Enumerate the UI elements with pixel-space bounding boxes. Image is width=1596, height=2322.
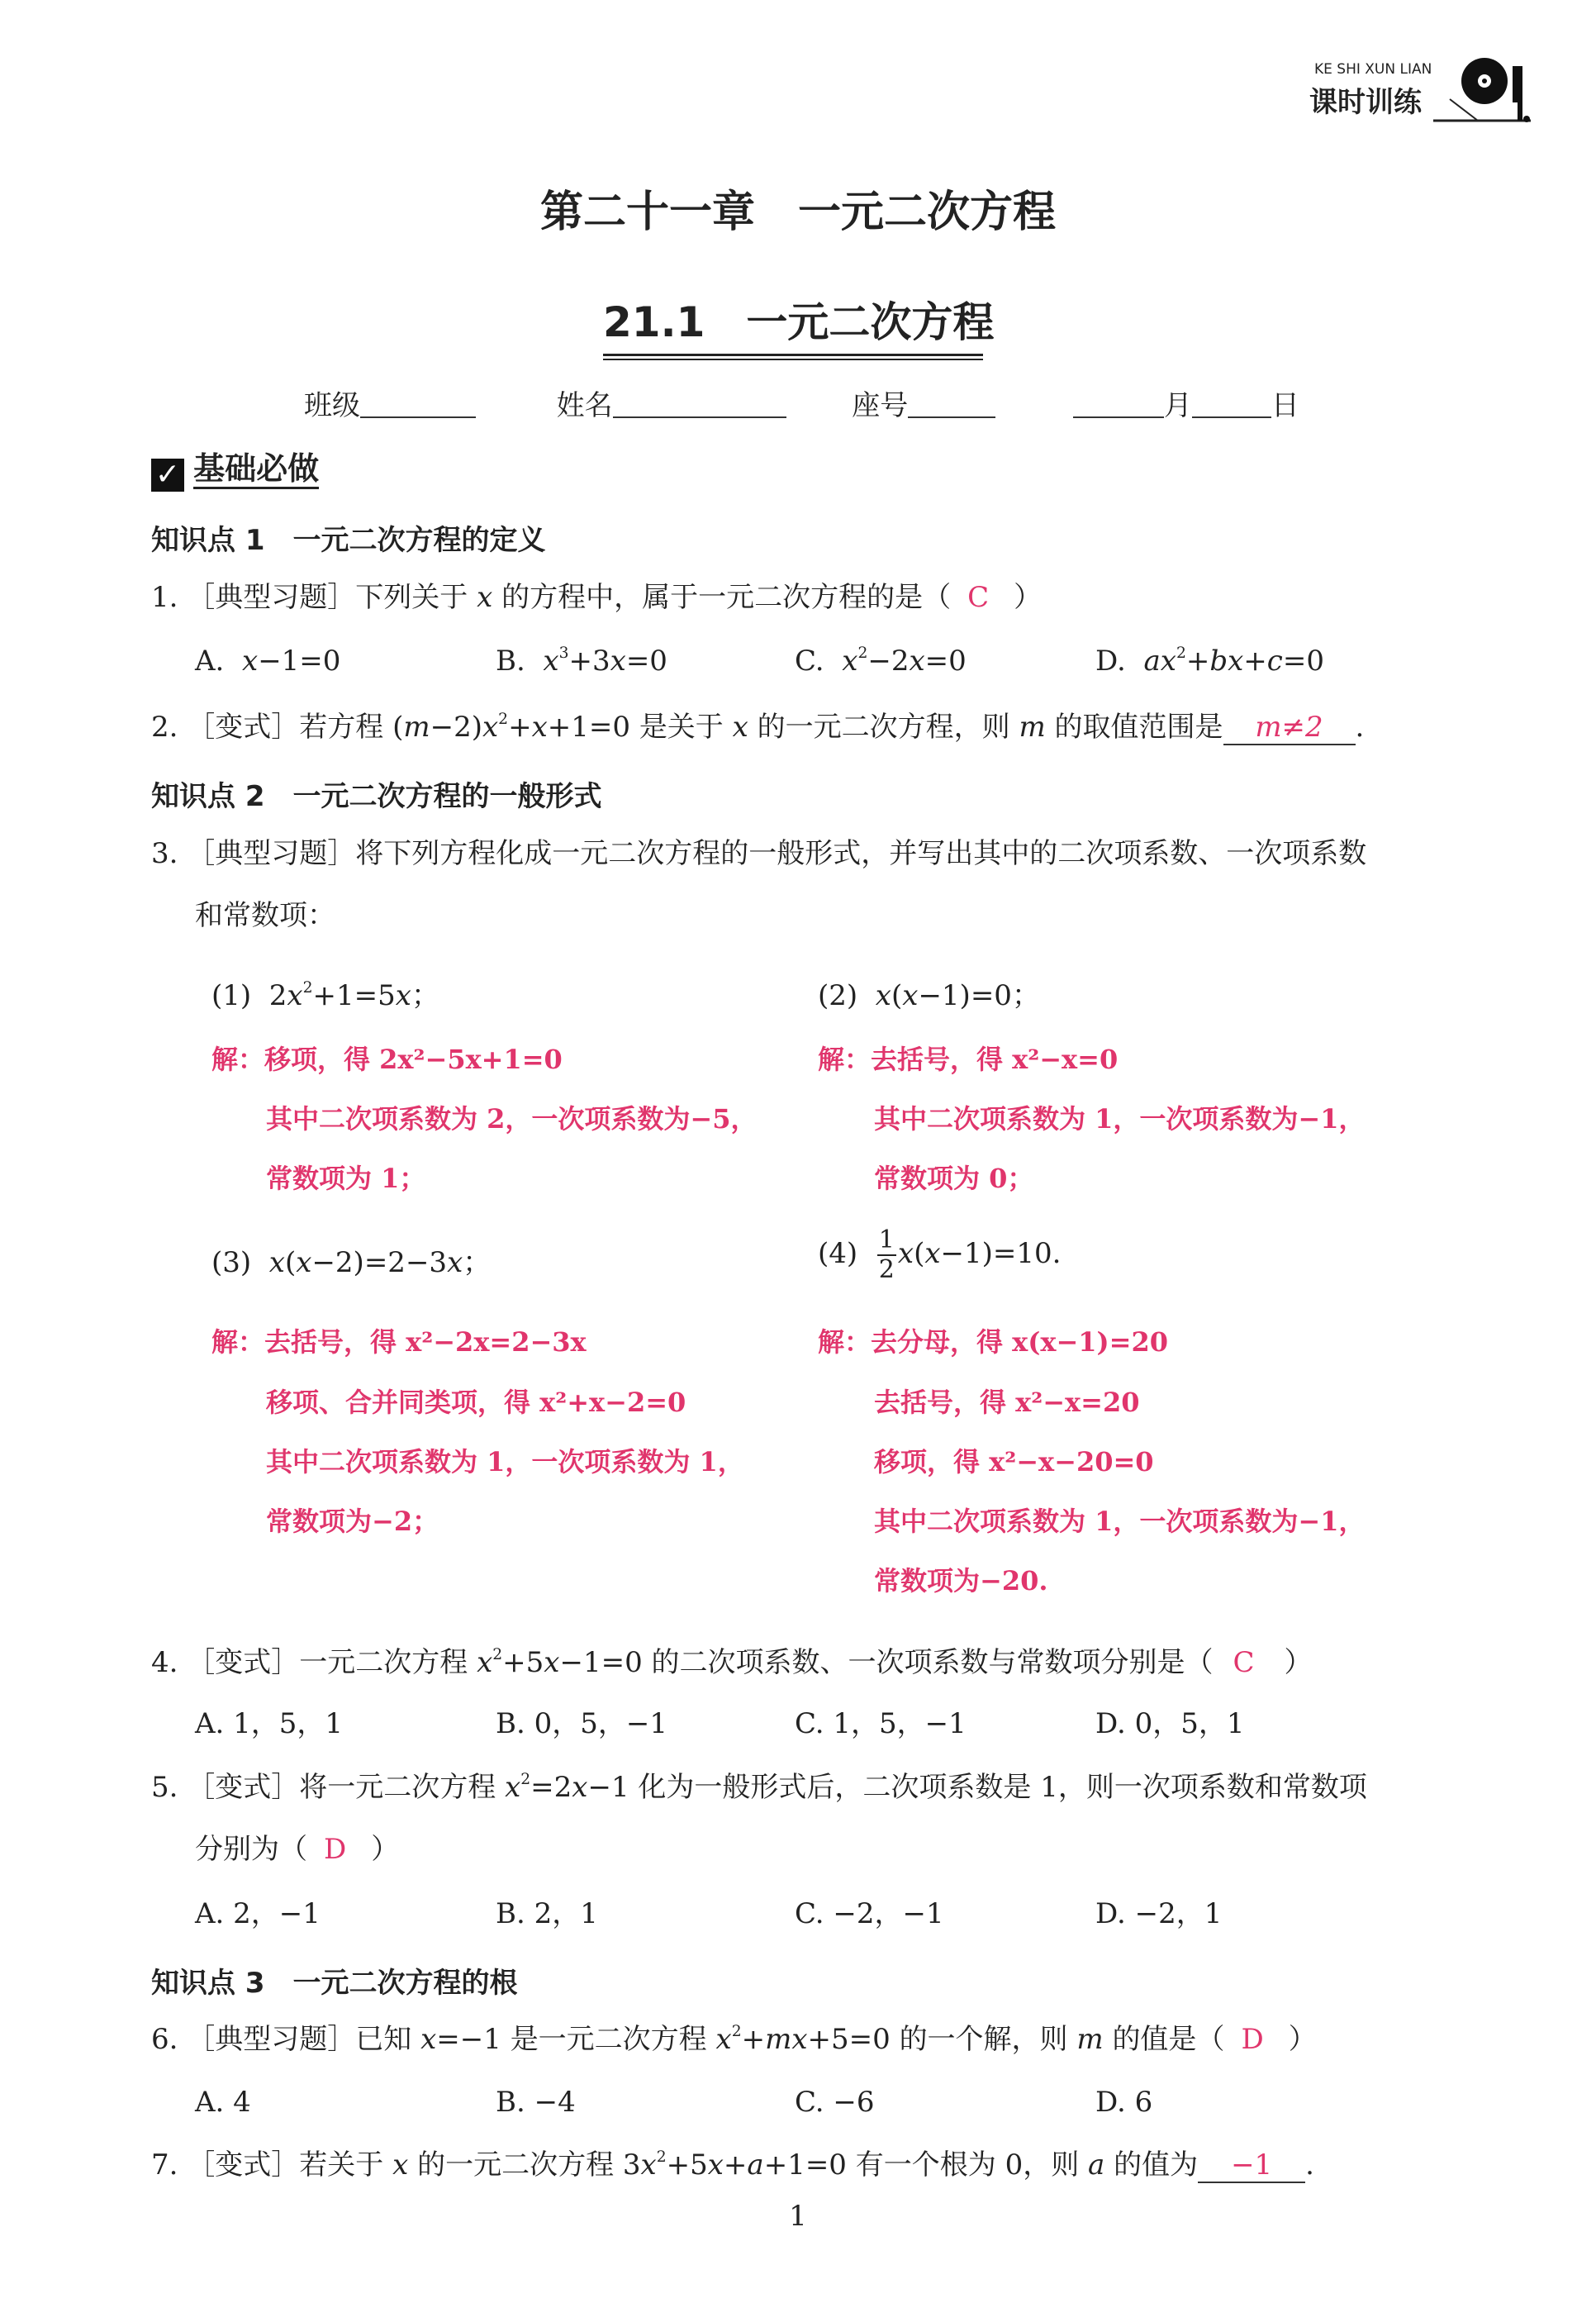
q2-text-b: 是关于 — [639, 711, 724, 744]
q3-solution-4-line5: 常数项为−20. — [874, 1565, 1048, 1596]
q5-close: ） — [371, 1833, 400, 1866]
q2-text-a: 若方程 — [299, 711, 384, 744]
brand-chinese: 课时训练 — [1309, 86, 1422, 119]
checkbox-icon: ✓ — [151, 459, 184, 492]
q3-solution-2-line3: 常数项为 0； — [874, 1163, 1034, 1194]
basics-title: 基础必做 — [193, 450, 319, 489]
q5-number: 5. — [151, 1771, 178, 1804]
q2-text-c: 的一元二次方程，则 — [757, 711, 1010, 744]
q7-number: 7. — [151, 2148, 178, 2182]
q6-tag: ［典型习题］ — [187, 2023, 356, 2056]
q2-end: . — [1355, 711, 1365, 744]
q3-tag: ［典型习题］ — [187, 837, 356, 870]
page-number: 1 — [789, 2200, 807, 2233]
q7-answer[interactable]: −1 — [1198, 2148, 1305, 2183]
q6-text-d: 的值是（ — [1112, 2023, 1225, 2056]
header-brand — [1309, 61, 1432, 120]
class-label: 班级 — [304, 389, 360, 422]
q6-option-d[interactable]: D. 6 — [1095, 2086, 1153, 2119]
question-7: 7. ［变式］若关于 x 的一元二次方程 $3x^2+5x+a+1=0$ 有一个根为 0，则 a 的值为 −1 . — [151, 2148, 1314, 2182]
question-1: 1. ［典型习题］下列关于 x 的方程中，属于一元二次方程的是（ C ） — [151, 581, 1043, 614]
q3-solution-1-line3: 常数项为 1； — [266, 1163, 426, 1194]
q4-text-b: 的二次项系数、一次项系数与常数项分别是（ — [651, 1646, 1214, 1679]
q3-solution-2-line2: 其中二次项系数为 1，一次项系数为−1， — [874, 1103, 1366, 1135]
q4-option-d[interactable]: D. 0，5，1 — [1095, 1707, 1245, 1740]
q4-option-b[interactable]: B. 0，5，−1 — [496, 1707, 667, 1740]
q4-close: ） — [1284, 1646, 1313, 1679]
record-player-icon — [1433, 50, 1532, 124]
q6-text-a: 已知 — [355, 2023, 412, 2056]
q7-tag: ［变式］ — [187, 2148, 300, 2182]
q3-solution-4-line2: 去括号，得 x²−x=20 — [874, 1387, 1140, 1418]
q3-solution-3-line4: 常数项为−2； — [266, 1506, 439, 1537]
q2-answer[interactable]: m≠2 — [1223, 711, 1356, 745]
seat-field[interactable] — [908, 388, 995, 418]
q5-line2 — [195, 1833, 399, 1866]
q6-option-c[interactable]: C. −6 — [795, 2086, 875, 2119]
q3-part-4: (4) $\frac{1}{2}$ x(x−1)=10. — [818, 1225, 1062, 1284]
q5-option-b[interactable]: B. 2，1 — [496, 1897, 598, 1930]
q3-part-2: (2) x(x−1)=0； — [818, 979, 1040, 1012]
knowledge-point-1: 知识点 1 一元二次方程的定义 — [151, 524, 546, 557]
q6-number: 6. — [151, 2023, 178, 2056]
q3-solution-3-line3: 其中二次项系数为 1，一次项系数为 1， — [266, 1446, 744, 1477]
question-3 — [151, 837, 1366, 870]
q3-number: 3. — [151, 837, 178, 870]
knowledge-point-3: 知识点 3 一元二次方程的根 — [151, 1967, 518, 2000]
q7-text-c: 有一个根为 0，则 — [855, 2148, 1080, 2182]
q7-end: . — [1305, 2148, 1314, 2182]
q1-number: 1. — [151, 581, 178, 614]
q5-answer: D — [324, 1833, 347, 1866]
q3-solution-1-line2: 其中二次项系数为 2，一次项系数为−5， — [266, 1103, 758, 1135]
q3-solution-1-line1: 解：移项，得 2x²−5x+1=0 — [211, 1044, 563, 1075]
q2-tag: ［变式］ — [187, 711, 300, 744]
q4-option-a[interactable]: A. 1，5，1 — [195, 1707, 344, 1740]
section-title-text: 21.1 一元二次方程 — [603, 298, 995, 346]
section-title — [603, 289, 995, 360]
q1-text-a: 下列关于 — [355, 581, 468, 614]
q3-line2: 和常数项： — [195, 899, 335, 932]
q3-solution-3-line1: 解：去括号，得 x²−2x=2−3x — [211, 1326, 587, 1358]
q1-option-b[interactable]: B. $x^3+3x=0$ — [496, 645, 667, 678]
student-info-line — [304, 388, 1299, 422]
q1-option-d[interactable]: D. $ax^2+bx+c=0$ — [1095, 645, 1324, 678]
q5-tag: ［变式］ — [187, 1771, 300, 1804]
q3-part-1: (1) $2x^2+1=5x$； — [211, 979, 439, 1012]
q3-line1: 将下列方程化成一元二次方程的一般形式，并写出其中的二次项系数、一次项系数 — [355, 837, 1367, 870]
q1-option-c[interactable]: C. $x^2-2x=0$ — [795, 645, 967, 678]
q3-solution-4-line1: 解：去分母，得 x(x−1)=20 — [818, 1326, 1169, 1358]
q1-answer: C — [967, 581, 990, 614]
q6-answer: D — [1241, 2023, 1264, 2056]
day-field[interactable] — [1192, 388, 1271, 418]
chapter-title: 第二十一章 一元二次方程 — [539, 188, 1056, 237]
month-label: 月 — [1163, 389, 1192, 422]
q1-text-b: 的方程中，属于一元二次方程的是（ — [501, 581, 952, 614]
q4-option-c[interactable]: C. 1，5，−1 — [795, 1707, 967, 1740]
q3-solution-4-line3: 移项，得 x²−x−20=0 — [874, 1446, 1154, 1477]
q4-text-a: 一元二次方程 — [299, 1646, 468, 1679]
q5-text-b: 化为一般形式后，二次项系数是 1，则一次项系数和常数项 — [638, 1771, 1367, 1804]
q6-option-b[interactable]: B. −4 — [496, 2086, 576, 2119]
q3-part-3: (3) x(x−2)=2−3x； — [211, 1246, 492, 1279]
knowledge-point-2: 知识点 2 一元二次方程的一般形式 — [151, 780, 602, 813]
month-field[interactable] — [1073, 388, 1164, 418]
q4-number: 4. — [151, 1646, 178, 1679]
question-4: 4. ［变式］一元二次方程 $x^2+5x-1=0$ 的二次项系数、一次项系数与常数项分别是（ C ） — [151, 1646, 1313, 1679]
q5-option-d[interactable]: D. −2，1 — [1095, 1897, 1223, 1930]
q5-line2-text: 分别为（ — [195, 1833, 307, 1866]
class-field[interactable] — [360, 388, 476, 418]
q1-tag: ［典型习题］ — [187, 581, 356, 614]
q7-text-d: 的值为 — [1114, 2148, 1199, 2182]
q5-text-a: 将一元二次方程 — [299, 1771, 496, 1804]
q5-option-c[interactable]: C. −2，−1 — [795, 1897, 944, 1930]
q7-text-b: 的一元二次方程 — [417, 2148, 615, 2182]
q1-close: ） — [1014, 581, 1043, 614]
q1-option-a[interactable]: A. x−1=0 — [195, 645, 341, 678]
question-6: 6. ［典型习题］已知 x=−1 是一元二次方程 $x^2+mx+5=0$ 的一个解，则 m 的值是（ D ） — [151, 2023, 1317, 2056]
q6-text-c: 的一个解，则 — [899, 2023, 1068, 2056]
name-label: 姓名 — [556, 389, 613, 422]
seat-label: 座号 — [852, 389, 909, 422]
q2-text-d: 的取值范围是 — [1054, 711, 1223, 744]
q4-answer: C — [1233, 1646, 1255, 1679]
q3-solution-3-line2: 移项、合并同类项，得 x²+x−2=0 — [266, 1387, 686, 1418]
q3-solution-4-line4: 其中二次项系数为 1，一次项系数为−1， — [874, 1506, 1366, 1537]
question-2: 2. ［变式］若方程 $(m-2)x^2+x+1=0$ 是关于 x 的一元二次方程，则 m 的取值范围是 m≠2 . — [151, 711, 1365, 744]
q6-close: ） — [1288, 2023, 1317, 2056]
q2-number: 2. — [151, 711, 178, 744]
q5-option-a[interactable]: A. 2，−1 — [195, 1897, 321, 1930]
brand-english: KE SHI XUN LIAN — [1314, 61, 1432, 78]
q6-option-a[interactable]: A. 4 — [195, 2086, 251, 2119]
q3-solution-2-line1: 解：去括号，得 x²−x=0 — [818, 1044, 1119, 1075]
name-field[interactable] — [613, 388, 786, 418]
q7-text-a: 若关于 — [299, 2148, 384, 2182]
question-5: 5. ［变式］将一元二次方程 $x^2=2x-1$ 化为一般形式后，二次项系数是 1，则一次项系数和常数项 — [151, 1771, 1367, 1804]
basics-heading — [151, 443, 319, 492]
q6-text-b: 是一元二次方程 — [510, 2023, 707, 2056]
q4-tag: ［变式］ — [187, 1646, 300, 1679]
day-label: 日 — [1271, 389, 1299, 422]
